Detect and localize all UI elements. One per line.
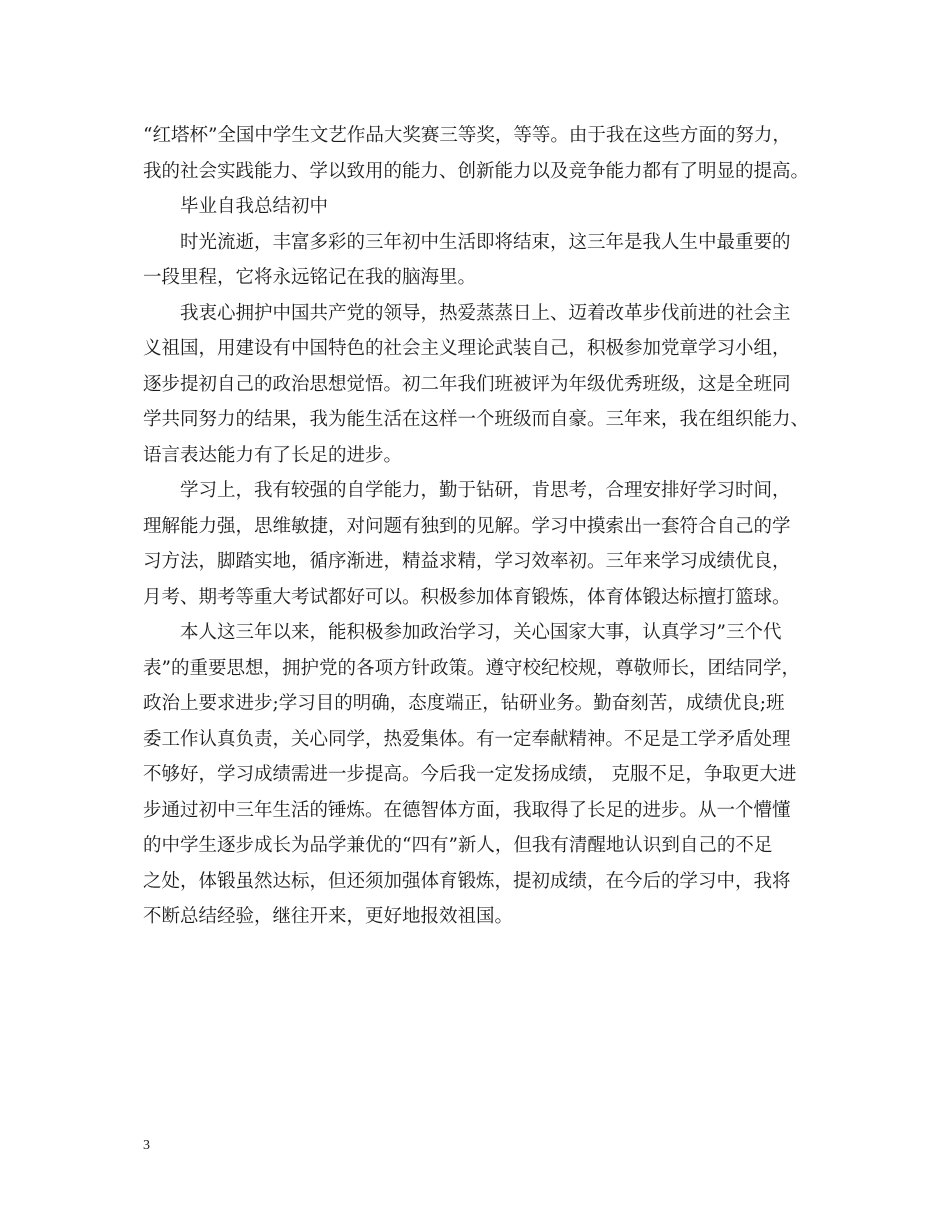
text-line: 习方法，脚踏实地，循序渐进，精益求精，学习效率初。三年来学习成绩优良， [143, 551, 791, 572]
text-line: 我衷心拥护中国共产党的领导，热爱蒸蒸日上、迈着改革步伐前进的社会主 [180, 302, 791, 324]
text-line: 本人这三年以来，能积极参加政治学习，关心国家大事，认真学习”三个代 [180, 622, 782, 643]
text-line: 不够好，学习成绩需进一步提高。今后我一定发扬成绩， 克服不足，争取更大进 [143, 764, 797, 785]
text-line: 逐步提初自己的政治思想觉悟。初二年我们班被评为年级优秀班级，这是全班同 [143, 373, 791, 395]
text-line: 学习上，我有较强的自学能力，勤于钻研，肯思考，合理安排好学习时间， [180, 480, 791, 501]
text-line: 之处，体锻虽然达标，但还须加强体育锻炼，提初成绩，在今后的学习中，我将 [143, 870, 791, 892]
text-line: 毕业自我总结初中 [180, 196, 329, 217]
text-line: 表”的重要思想，拥护党的各项方针政策。遵守校纪校规，尊敬师长，团结同学， [143, 657, 800, 679]
text-line: 义祖国，用建设有中国特色的社会主义理论武装自己，积极参加党章学习小组， [143, 338, 791, 359]
text-line: 月考、期考等重大考试都好可以。积极参加体育锻炼，体育体锻达标擅打篮球。 [143, 586, 791, 608]
text-line: 一段里程，它将永远铭记在我的脑海里。 [143, 267, 477, 288]
document-body [143, 118, 810, 935]
text-line: 理解能力强，思维敏捷，对问题有独到的见解。学习中摸索出一套符合自己的学 [143, 515, 791, 537]
page-number: 3 [143, 1138, 150, 1153]
text-line: 政治上要求进步;学习目的明确，态度端正，钻研业务。勤奋刻苦，成绩优良;班 [143, 693, 785, 714]
text-line: 的中学生逐步成长为品学兼优的“四有”新人，但我有清醒地认识到自己的不足 [143, 835, 773, 856]
text-line: 步通过初中三年生活的锤炼。在德智体方面，我取得了长足的进步。从一个懵懂 [143, 799, 791, 821]
text-line: 委工作认真负责，关心同学，热爱集体。有一定奉献精神。不足是工学矛盾处理 [143, 728, 791, 750]
text-line: 时光流逝，丰富多彩的三年初中生活即将结束，这三年是我人生中最重要的 [180, 231, 791, 253]
text-line: “红塔杯”全国中学生文艺作品大奖赛三等奖，等等。由于我在这些方面的努力， [143, 125, 791, 146]
text-line: 学共同努力的结果，我为能生活在这样一个班级而自豪。三年来，我在组织能力、 [143, 409, 810, 430]
text-line: 语言表达能力有了长足的进步。 [143, 444, 403, 466]
text-line: 我的社会实践能力、学以致用的能力、创新能力以及竞争能力都有了明显的提高。 [143, 160, 810, 182]
text-line: 不断总结经验，继往开来，更好地报效祖国。 [143, 906, 514, 927]
